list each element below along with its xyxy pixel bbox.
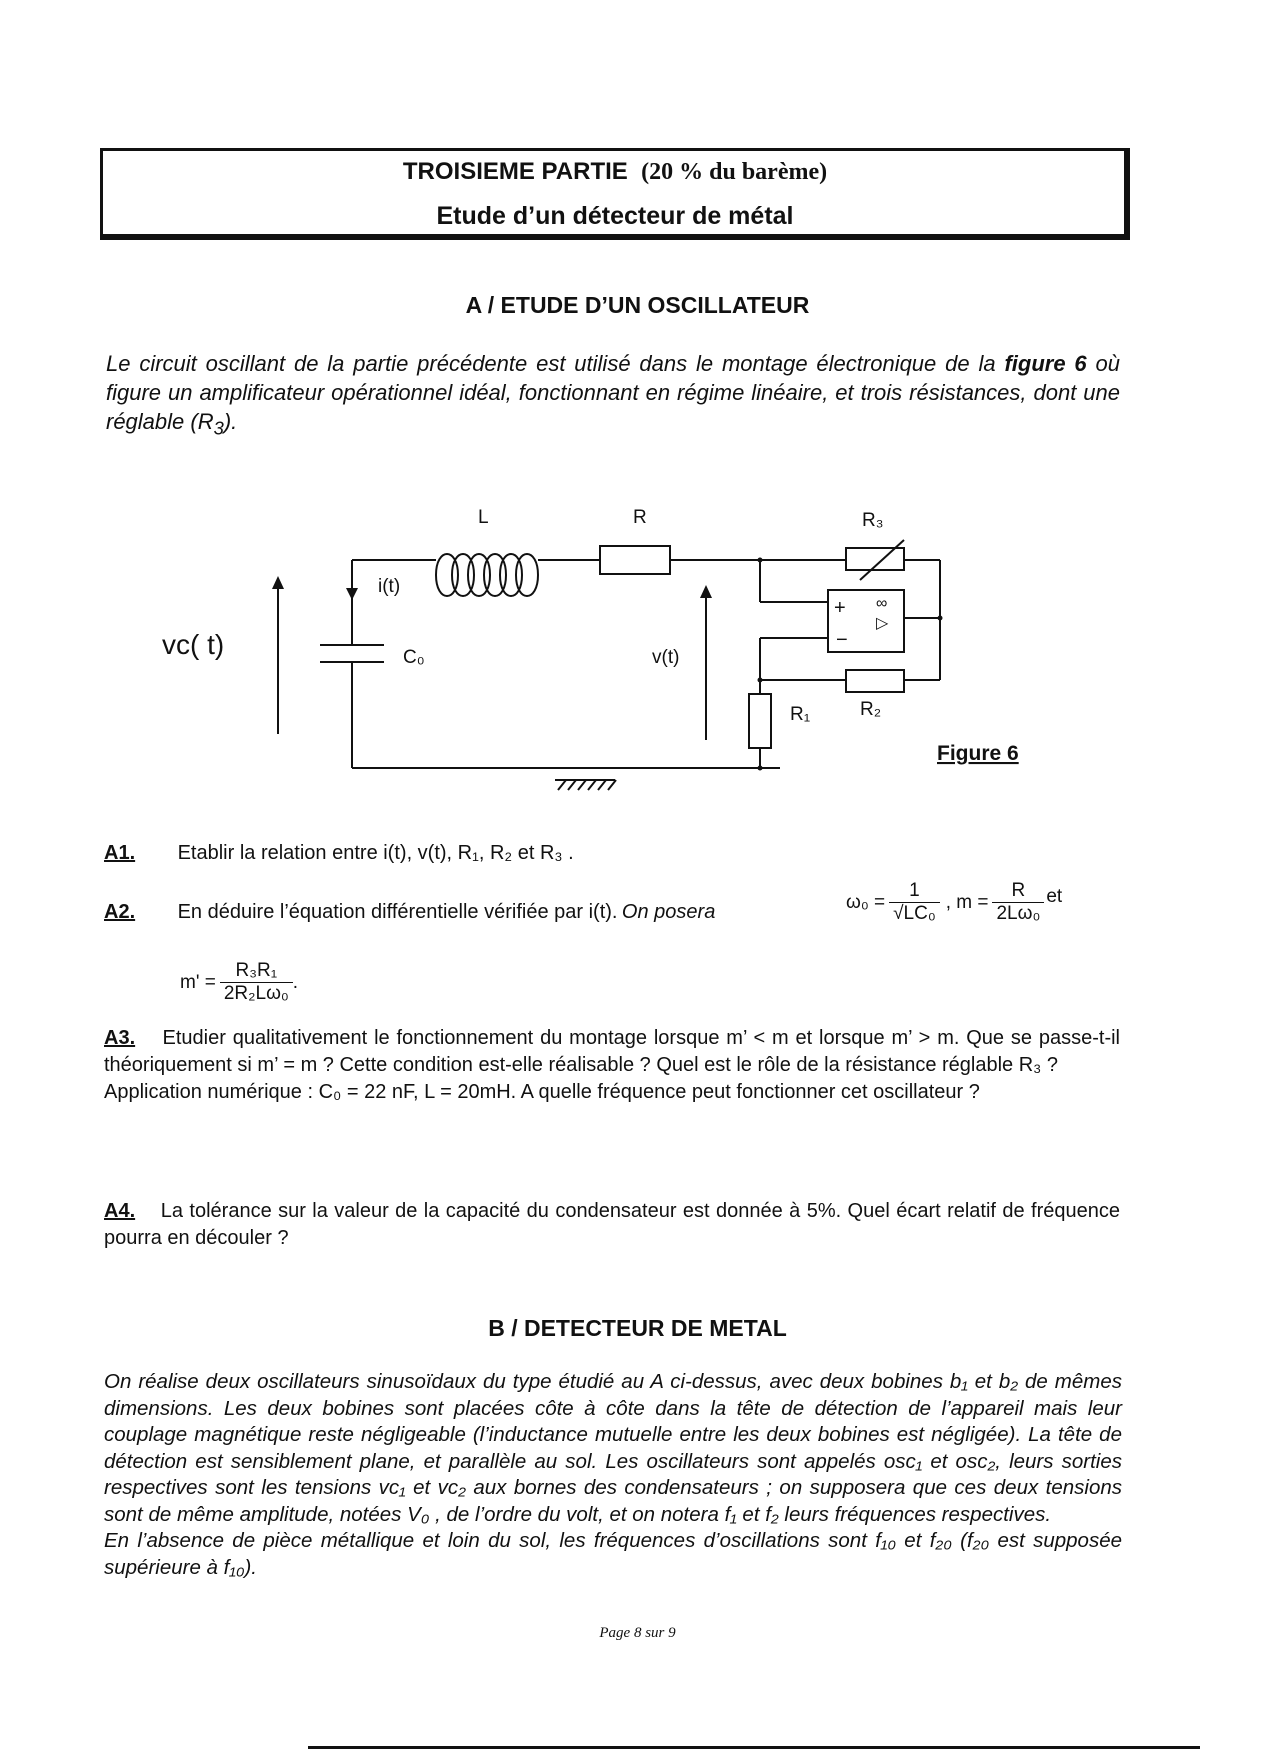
- question-a4: [104, 1198, 1120, 1252]
- question-a3: [104, 1025, 1120, 1106]
- section-b-text-1: On réalise deux oscillateurs sinusoïdaux du type étudié au A ci-dessus, avec deux bobines b₁ et b₂ de mêmes dimensions. Les deux bobines sont placées côte à côte dans la tête de détection de l’appareil mais leur couplage magnétique reste négligeable (l’inductance mutuelle entre les deux bobines est négligée). La tête de détection est sensiblement plane, et parallèle au sol. Les oscillateurs sont appelés osc₁ et osc₂, leurs sorties respectives sont les tensions vc₁ et vc₂ aux bornes des condensateurs ; on supposera que ces deux tensions sont de même amplitude, notées V₀ , de l’ordre du volt, et on notera f₁ et f₂ leurs fréquences respectives.: [104, 1370, 1122, 1526]
- resistor-r2: [846, 670, 904, 692]
- m-numerator: R: [1011, 880, 1026, 901]
- section-a-heading: A / ETUDE D’UN OSCILLATEUR: [465, 292, 810, 318]
- intro-figure-ref: figure 6: [1004, 351, 1087, 376]
- m-denominator: 2Lω₀: [992, 902, 1044, 925]
- vc-arrow-head: [272, 576, 284, 589]
- a2-formulas: [846, 880, 1062, 925]
- label-c0: C₀: [403, 647, 425, 668]
- a2-label: A2.: [104, 901, 136, 923]
- a3-label: A3.: [104, 1027, 136, 1049]
- current-arrow-head: [346, 588, 358, 600]
- intro-text-2: où figure un amplificateur opérationnel idéal, fonctionnant en régime linéaire, et trois résistances, dont une réglable (R: [106, 351, 1120, 434]
- ground-hatch: [558, 780, 616, 790]
- label-it: i(t): [378, 576, 401, 597]
- m-symbol: , m =: [945, 891, 989, 913]
- m-fraction: [992, 880, 1044, 925]
- omega0-symbol: ω₀ =: [846, 891, 886, 913]
- page-number: Page 8 sur 9: [599, 1625, 676, 1641]
- a4-label: A4.: [104, 1200, 136, 1222]
- mprime-fraction: [220, 960, 293, 1005]
- et-word: et: [1046, 886, 1063, 907]
- label-opamp-triangle: ▷: [876, 615, 889, 632]
- section-b-text-2: En l’absence de pièce métallique et loin du sol, les fréquences d’oscillations sont f₁₀ et f₂₀ (f₂₀ est supposée supérieure à f₁₀).: [104, 1529, 1122, 1579]
- omega0-fraction: [889, 880, 940, 925]
- intro-text-end: ).: [223, 409, 238, 434]
- vt-arrow-head: [700, 585, 712, 598]
- part-label: TROISIEME PARTIE: [402, 158, 628, 185]
- label-r2: R₂: [860, 699, 882, 720]
- question-a2: [104, 899, 715, 925]
- circuit-diagram: [0, 490, 1275, 810]
- label-r3: R₃: [862, 510, 884, 531]
- omega0-denominator: √LC₀: [889, 902, 940, 925]
- part-weight: (20 % du barème): [641, 159, 828, 185]
- mprime-dot: .: [292, 971, 299, 993]
- bottom-rule: [308, 1746, 1200, 1749]
- mprime-numerator: R₃R₁: [235, 960, 278, 981]
- label-vc: vc( t): [162, 629, 225, 660]
- a2-text: En déduire l’équation différentielle vérifiée par i(t).: [177, 901, 618, 923]
- section-b-heading: B / DETECTEUR DE METAL: [488, 1315, 787, 1341]
- r3-adjust-arrow: [860, 540, 904, 580]
- node-dot-output: [938, 616, 943, 621]
- label-r1: R₁: [790, 704, 811, 725]
- resistor-r1: [749, 694, 771, 748]
- part-title: [100, 158, 1130, 186]
- resistor-r: [600, 546, 670, 574]
- intro-text-1: Le circuit oscillant de la partie précédente est utilisé dans le montage électronique de la: [106, 351, 1005, 376]
- a1-label: A1.: [104, 842, 136, 864]
- question-a1: [104, 840, 574, 866]
- label-r: R: [633, 507, 647, 528]
- intro-paragraph: [106, 349, 1120, 442]
- intro-subscript: 3: [213, 417, 224, 439]
- label-infinity: ∞: [876, 595, 888, 612]
- label-vt: v(t): [652, 647, 680, 668]
- omega0-numerator: 1: [909, 880, 920, 901]
- inductor-coil: [436, 554, 538, 596]
- label-l: L: [478, 507, 489, 528]
- mprime-denominator: 2R₂Lω₀: [220, 982, 293, 1005]
- node-dot-top: [758, 558, 763, 563]
- mprime-formula: [180, 960, 298, 1005]
- mprime-symbol: m' =: [180, 971, 216, 993]
- label-minus: −: [836, 629, 848, 651]
- a1-text: Etablir la relation entre i(t), v(t), R₁, R₂ et R₃ .: [177, 842, 574, 864]
- label-plus: +: [834, 597, 846, 619]
- figure-caption: Figure 6: [937, 742, 1019, 765]
- a2-italic: On posera: [621, 901, 716, 923]
- node-dot-mid: [758, 678, 763, 683]
- a3-application: Application numérique : C₀ = 22 nF, L = 20mH. A quelle fréquence peut fonctionner cet oscillateur ?: [104, 1081, 980, 1103]
- node-dot-bottom: [758, 766, 763, 771]
- a4-text: La tolérance sur la valeur de la capacité du condensateur est donnée à 5%. Quel écart relatif de fréquence pourra en découler ?: [104, 1200, 1121, 1249]
- section-b-paragraph: [104, 1369, 1122, 1581]
- page-subtitle: Etude d’un détecteur de métal: [436, 202, 794, 230]
- a3-text: Etudier qualitativement le fonctionnement du montage lorsque m’ < m et lorsque m’ > m. Que se passe-t-il théoriquement si m’ = m ? Cette condition est-elle réalisable ? Quel est le rôle de la résistance réglable R₃ ?: [104, 1027, 1120, 1076]
